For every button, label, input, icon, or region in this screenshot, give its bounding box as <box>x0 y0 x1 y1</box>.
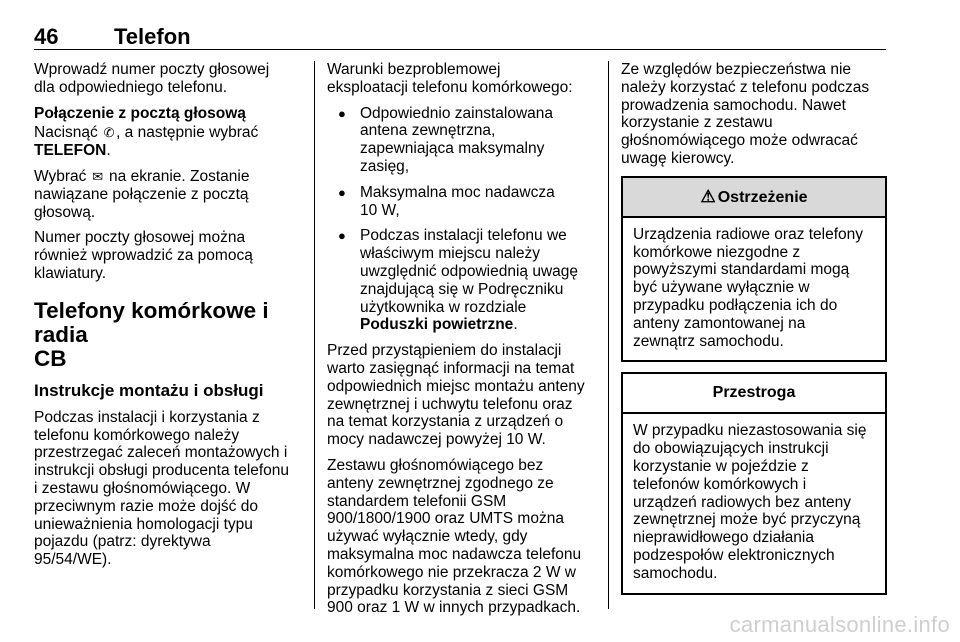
warning-title: Ostrzeżenie <box>717 188 808 206</box>
section-title: Telefon <box>114 24 191 49</box>
installation-paragraph: Podczas instalacji i korzystania z telefonu komórkowego należy przestrzegać zaleceń montażowych i instrukcji obsługi producenta telefonu i zestawu głośnomówiącego. W przeciwnym razie może dojść do unieważnienia homologacji typu pojazdu (patrz: dyrektywa 95/54/WE). <box>34 408 290 569</box>
caution-box <box>621 372 887 594</box>
list-item: ● Maksymalna moc nadawcza 10 W, <box>338 183 555 219</box>
warning-triangle-icon: ⚠ <box>700 186 716 206</box>
bullet-icon: ● <box>338 184 346 200</box>
column-2 <box>327 61 595 625</box>
press-instruction: Nacisnąć ✆, a następnie wybrać TELEFON. <box>34 124 259 160</box>
before-install-paragraph: Przed przystąpieniem do instalacji warto zasięgnąć informacji na temat odpowiednich miejsc montażu anteny zewnętrznej i uchwytu telefonu oraz na temat korzystania z urządzeń o mocy nadawczej powyżej 10 W. <box>327 342 585 449</box>
caution-header <box>623 374 885 414</box>
phone-icon: ✆ <box>103 125 115 141</box>
number-paragraph: Numer poczty głosowej można również wprowadzić za pomocą klawiatury. <box>34 229 253 282</box>
airbags-link[interactable]: Poduszki powietrzne <box>360 316 514 334</box>
bullet-icon: ● <box>338 228 346 244</box>
safety-paragraph: Ze względów bezpieczeństwa nie należy korzystać z telefonu podczas prowadzenia samochodu. Nawet korzystanie z zestawu głośnomówiącego może odwracać uwagę kierowcy. <box>621 61 870 167</box>
conditions-paragraph: Warunki bezproblemowej eksploatacji telefonu komórkowego: <box>327 61 573 96</box>
column-divider <box>314 61 315 609</box>
installation-heading: Instrukcje montażu i obsługi <box>34 380 264 400</box>
telefon-label: TELEFON <box>34 142 107 160</box>
page-header <box>34 24 886 50</box>
column-divider <box>608 61 609 609</box>
column-1 <box>34 61 302 577</box>
voicemail-icon: ✉ <box>92 168 104 184</box>
warning-box <box>621 176 887 363</box>
page-number: 46 <box>34 24 59 49</box>
header-divider <box>34 49 886 50</box>
caution-title: Przestroga <box>712 384 796 402</box>
handsfree-paragraph: Zestawu głośnomówiącego bez anteny zewnętrznej zgodnego ze standardem telefonii GSM 900/1800/1900 oraz UMTS można używać wyłącznie wtedy, gdy maksymalna moc nadawcza telefonu komórkowego nie przekracza 2 W w przypadku korzystania z sieci GSM 900 oraz 1 W w innych przypadkach. <box>327 456 582 617</box>
column-3 <box>621 61 887 595</box>
warning-header <box>623 178 885 218</box>
watermark: carmanualsonline.info <box>729 612 950 637</box>
voicemail-heading: Połączenie z pocztą głosową <box>34 104 246 122</box>
select-instruction: Wybrać ✉ na ekranie. Zostanie nawiązane połączenie z pocztą głosową. <box>34 167 250 221</box>
cb-radio-heading: Telefony komórkowe i radia CB <box>34 297 269 371</box>
caution-body: W przypadku niezastosowania się do obowiązujących instrukcji korzystanie w pojeździe z telefonów komórkowych i urządzeń radiowych bez anteny zewnętrznej może być przyczyną nieprawidłowego działania podzespołów elektronicznych samochodu. <box>633 422 867 582</box>
list-item: ● Podczas instalacji telefonu we właściwym miejscu należy uwzględnić odpowiednią uwagę znajdującą się w Podręczniku użytkownika w rozdziale Poduszki powietrzne. <box>338 227 579 334</box>
warning-body: Urządzenia radiowe oraz telefony komórkowe niezgodne z powyższymi standardami mogą być używane wyłącznie w przypadku podłączenia ich do anteny zamontowanej na zewnątrz samochodu. <box>633 225 864 350</box>
bullet-icon: ● <box>338 105 346 121</box>
list-item: ● Odpowiednio zainstalowana antena zewnętrzna, zapewniająca maksymalny zasięg, <box>338 104 554 175</box>
conditions-list <box>327 105 595 335</box>
intro-paragraph: Wprowadź numer poczty głosowej dla odpowiedniego telefonu. <box>34 61 270 96</box>
